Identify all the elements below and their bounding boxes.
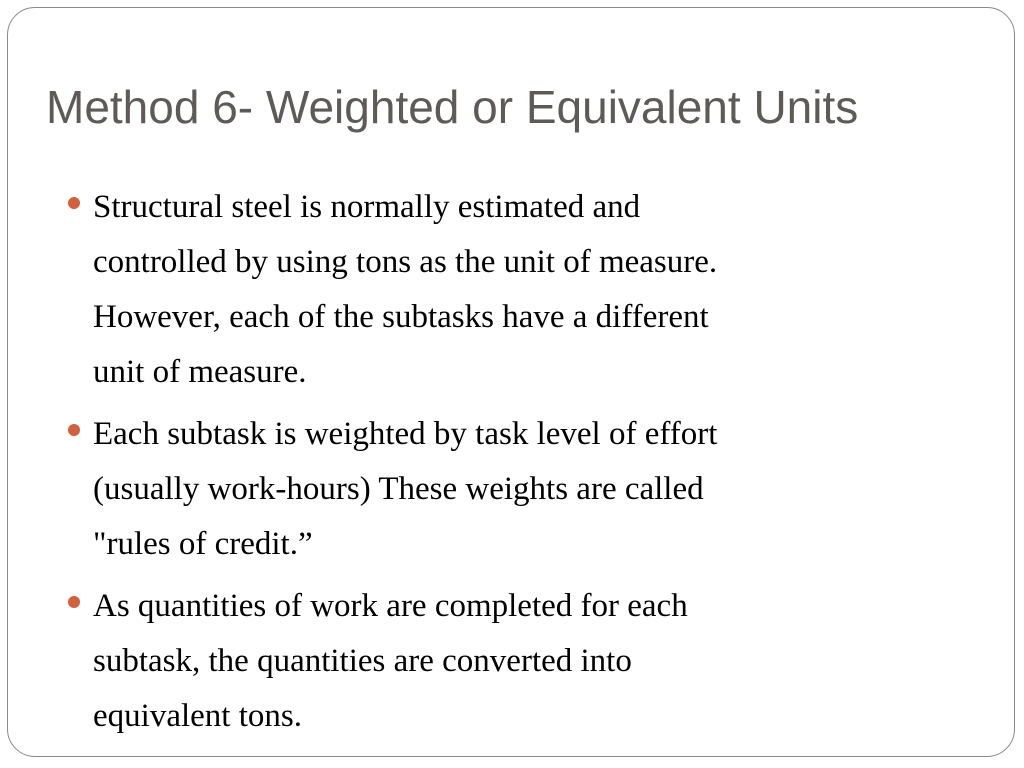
slide-title: Method 6- Weighted or Equivalent Units — [46, 81, 859, 133]
bullet-list — [64, 180, 884, 751]
bullet-item — [64, 407, 884, 572]
bullet-text: Each subtask is weighted by task level of effort (usually work-hours) These weights are called "rules of credit.” — [93, 416, 718, 562]
bullet-item — [64, 180, 884, 400]
bullet-item — [64, 579, 884, 744]
bullet-text: As quantities of work are completed for each subtask, the quantities are converted into equivalent tons. — [93, 588, 688, 734]
bullet-text: Structural steel is normally estimated and controlled by using tons as the unit of measure. However, each of the subtasks have a different unit of measure. — [93, 189, 718, 390]
bullet-dot-icon — [68, 424, 80, 436]
bullet-dot-icon — [68, 197, 80, 209]
bullet-dot-icon — [68, 596, 80, 608]
